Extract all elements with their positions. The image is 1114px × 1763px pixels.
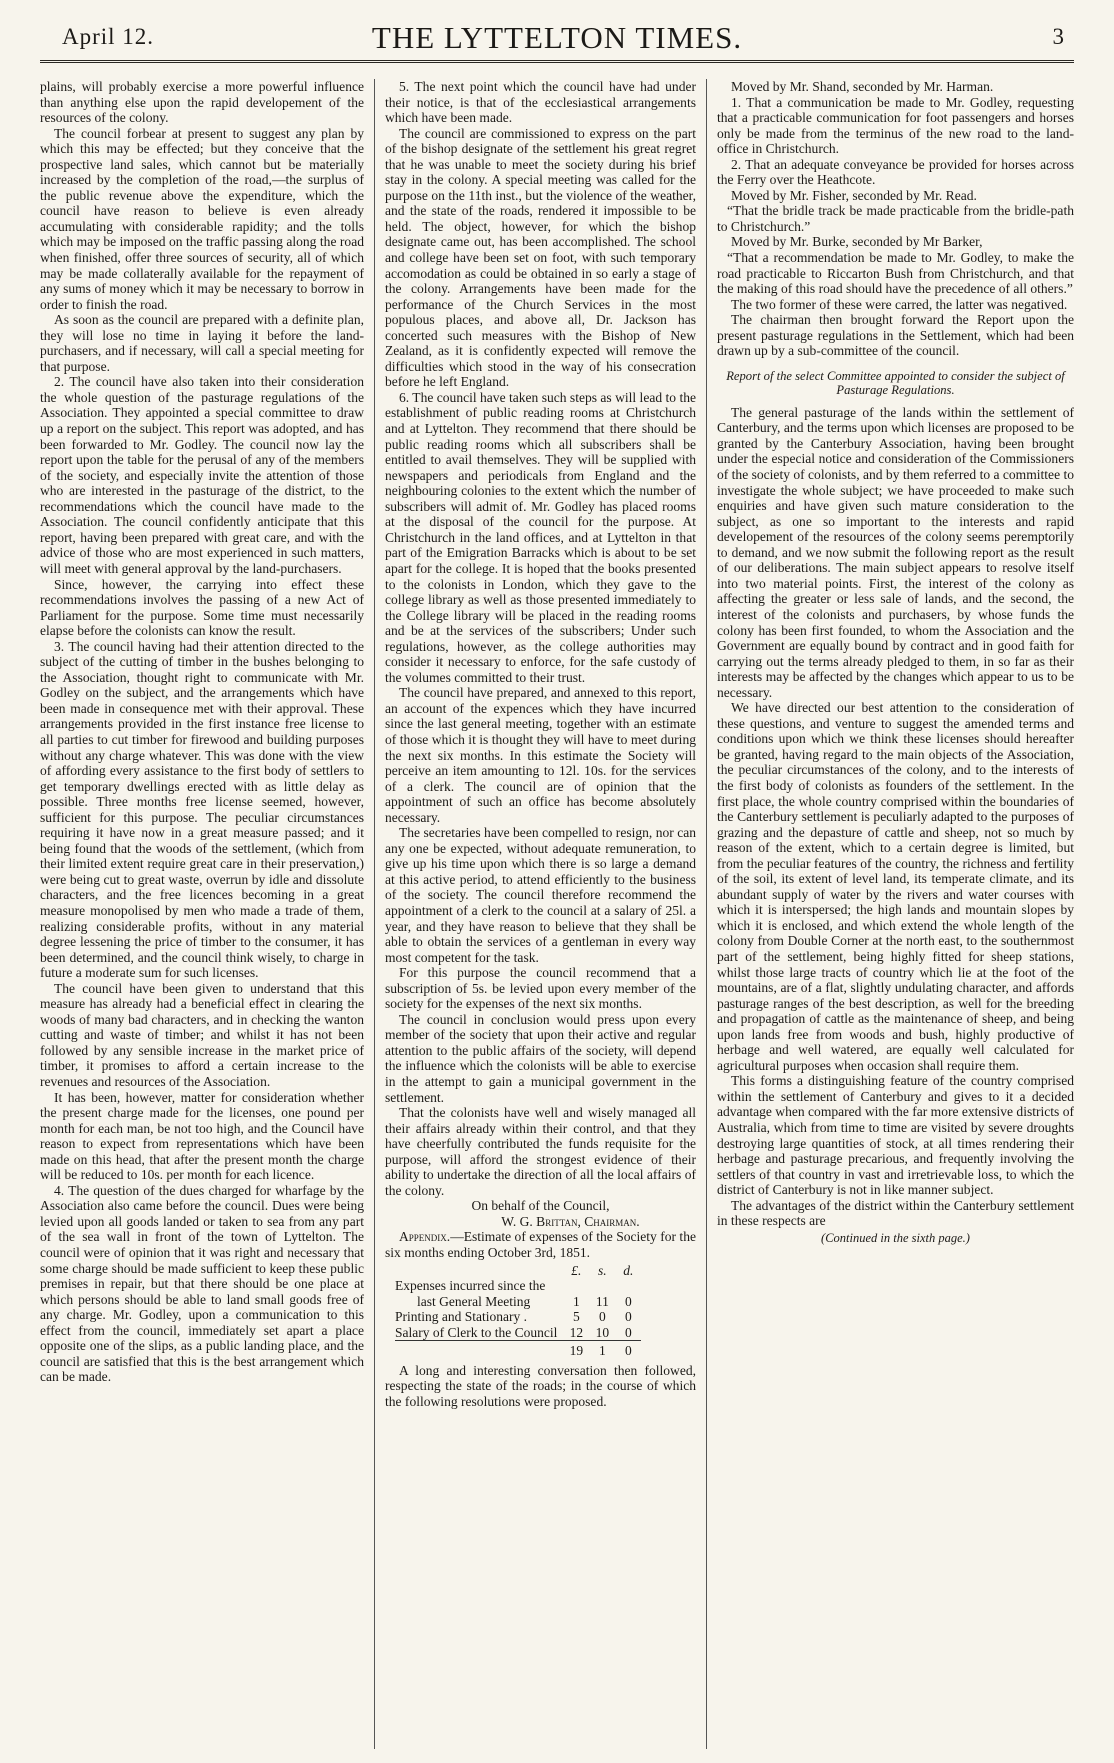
signature-line-2: W. G. Brittan, Chairman.	[501, 1213, 640, 1229]
paragraph: The council in conclusion would press upon every member of the society that upon their active and regular attention to the public affairs of the society, will depend the influence which the colonists will be able to exercise in the attempt to gain a municipal government in the settlement.	[385, 1011, 696, 1105]
paragraph: 5. The next point which the council have had under their notice, is that of the ecclesiastical arrangements which have been made.	[385, 79, 696, 126]
paragraph: A long and interesting conversation then followed, respecting the state of the roads; in the course of which the following resolutions were proposed.	[385, 1362, 696, 1409]
row-label: Printing and Stationary .	[395, 1309, 527, 1325]
paragraph: We have directed our best attention to the consideration of these questions, and venture to suggest the amended terms and conditions upon which we think these licenses should hereafter be granted, having regard to the main objects of the Association, the peculiar circumstances of the colony, and to the interests of the first body of colonists as founders of the settlement. In the first place, the whole country comprised within the boundaries of the Canterbury settlement is peculiarly adapted to the purposes of grazing and the depasture of cattle and sheep, not so much by reason of the extent, which to a certain degree is limited, but from the peculiar features of the country, the richness and fertility of the soil, its extent of level land, its temperate climate, and its abundant supply of water by the rivers and water courses with which it is interspersed; the high lands and mountain slopes by which it is enclosed, and which extend the whole length of the colony from Double Corner at the north east, to the southernmost part of the settlement, being highly fitted for sheep stations, whilst those large tracts of country which lie at the foot of the mountains, are of a flat, slightly undulating character, and affords pasturage ranges of the best description, as well for the breeding and propagation of cattle as the maintenance of sheep, and being upon lands free from woods and bush, highly productive of herbage and well watered, are equally well calculated for agricultural purposes when occasion shall require them.	[717, 700, 1074, 1073]
resolution: 1. That a communication be made to Mr. Godley, requesting that a practicable communication for foot passengers and horses only be made from the terminus of the new road to the land-office in Christchurch.	[717, 94, 1074, 157]
column-1	[40, 79, 374, 1749]
column-2	[374, 79, 706, 1749]
signature-block	[385, 1198, 696, 1229]
cell-shillings: 10	[595, 1324, 610, 1340]
paragraph: 3. The council having had their attention directed to the subject of the cutting of timber in the bushes belonging to the Association, thought right to communicate with Mr. Godley on the subject, and the arrangements which have been made in consequence met with their approval. These arrangements provided in the first instance free license to all parties to cut timber for firewood and building purposes without any charge whatever. This was done with the view of affording every assistance to the first body of settlers to get temporary dwellings erected with as little delay as possible. Three months free license seemed, however, sufficient for this purpose. The peculiar circumstances requiring it have now in a great measure passed; and it being found that the woods of the settlement, (which from their limited extent require great care in their preservation,) were being cut to great waste, overrun by idle and dissolute characters, and the free licences becoming in a great measure monopolised by men who made a trade of them, realizing considerable profits, without in any material degree lessening the price of timber to the consumer, it has been determined, and the council think wisely, to charge in future a moderate sum for such licenses.	[40, 638, 364, 981]
resolution: “That the bridle track be made practicable from the bridle-path to Christchurch.”	[717, 203, 1074, 234]
issue-date: April 12.	[62, 24, 155, 49]
cell-pounds: 1	[572, 1293, 580, 1309]
paragraph: 4. The question of the dues charged for wharfage by the Association also came before the council. Dues were being levied upon all goods landed or taken to sea from any part of the sea wall in front of the town of Lyttelton. The council were of opinion that it was right and necessary that some charge should be made sufficient to keep these public premises in repair, but that there should be one place at which persons should be able to land small goods free of any charge. Mr. Godley, upon a communication to this effect from the council, immediately set apart a place opposite one of the slips, as a public landing place, and the council are satisfied that this is the best arrangement which can be made.	[40, 1182, 364, 1385]
row-label: last General Meeting	[417, 1293, 531, 1309]
table-total-row	[395, 1341, 641, 1359]
paragraph: plains, will probably exercise a more powerful influence than anything else upon the rapid developement of the resources of the colony.	[40, 79, 364, 126]
paragraph: It has been, however, matter for consideration whether the present charge made for the licenses, one pound per month for each man, be not too high, and the Council have reason to expect from representations which have been made on this head, that after the present month the charge will be reduced to 10s. per month for each licence.	[40, 1089, 364, 1183]
article-columns	[40, 79, 1074, 1749]
table-row	[395, 1278, 641, 1294]
row-label: Salary of Clerk to the Council	[395, 1324, 558, 1340]
cell-shillings: 0	[598, 1309, 606, 1325]
table-row	[395, 1309, 641, 1325]
paragraph: Since, however, the carrying into effect these recommendations involves the passing of a new Act of Parliament for the purpose. Some time must necessarily elapse before the colonists can know the result.	[40, 576, 364, 639]
paragraph: 2. The council have also taken into their consideration the whole question of the pasturage regulations of the Association. They appointed a special committee to draw up a report on the subject. This report was adopted, and has been forwarded to Mr. Godley. The council now lay the report upon the table for the perusal of any of the members of the society, and especially invite the attention of those who are interested in the pasturage of the district, to the recommendations which the council have made to the Association. The council confidently anticipate that this report, having been prepared with great care, and with the advice of those who are most experienced in such matters, will meet with general approval by the land-purchasers.	[40, 374, 364, 576]
total-pounds: 19	[563, 1341, 589, 1359]
cell-pence: 0	[624, 1293, 632, 1309]
appendix-text: —Estimate of expenses of the Society for the six months ending October 3rd, 1851.	[385, 1229, 696, 1261]
appendix-label: Appendix.	[399, 1229, 451, 1245]
cell-pounds: 12	[569, 1324, 584, 1340]
paragraph: The advantages of the district within the Canterbury settlement in these respects are	[717, 1197, 1074, 1229]
resolution: “That a recommendation be made to Mr. Godley, to make the road practicable to Riccarton Bush from Christchurch, and that the making of this road should have the precedence of all others.”	[717, 250, 1074, 297]
table-header-row	[395, 1263, 641, 1279]
total-pence: 0	[615, 1341, 641, 1359]
table-row	[395, 1325, 641, 1341]
cell-pence: 0	[624, 1309, 632, 1325]
paragraph: The council forbear at present to suggest any plan by which this may be effected; but they conceive that the prospective land sales, which cannot but be materially increased by the completion of the road,—the surplus of the public revenue above the expenditure, which the council have reason to believe is even already accumulating with considerable rapidity; and the tolls which may be imposed on the traffic passing along the road when finished, offer three sources of security, all of which may be made collaterally available for the repayment of any sums of money which it may be necessary to borrow in order to finish the road.	[40, 125, 364, 312]
cell-shillings: 11	[595, 1293, 609, 1309]
paragraph: The chairman then brought forward the Report upon the present pasturage regulations in the Settlement, which had been drawn up by a sub-committee of the council.	[717, 312, 1074, 359]
continued-note: (Continued in the sixth page.)	[821, 1230, 970, 1245]
row-label: Expenses incurred since the	[395, 1278, 546, 1294]
motion-line: Moved by Mr. Fisher, seconded by Mr. Read.	[731, 187, 977, 203]
masthead	[40, 18, 1074, 63]
paragraph: This forms a distinguishing feature of the country comprised within the settlement of Canterbury and gives to it a decided advantage when compared with the far more extensive districts of Australia, which from time to time are visited by severe droughts destroying large quantities of stock, at all times rendering their herbage and pasturage precarious, and frequently involving the settlers of that country in vast and irretrievable loss, to which the district of Canterbury is not in like manner subject.	[717, 1073, 1074, 1198]
newspaper-title: THE LYTTELTON TIMES.	[371, 20, 743, 55]
cell-pence: 0	[624, 1324, 632, 1340]
total-shillings: 1	[589, 1341, 615, 1359]
motion-line: Moved by Mr. Shand, seconded by Mr. Harman.	[731, 79, 994, 94]
paragraph: The council have been given to understand that this measure has already had a beneficial effect in clearing the woods of many bad characters, and in checking the wanton cutting and waste of timber; and whilst it has not been followed by any sensible increase in the market price of timber, it promises to afford a certain increase to the revenues and resources of the Association.	[40, 980, 364, 1089]
table-row	[395, 1294, 641, 1310]
report-heading: Report of the select Committee appointed to consider the subject of Pasturage Regulations.	[726, 368, 1065, 397]
column-header-pounds: £.	[571, 1262, 582, 1278]
column-header-pence: d.	[623, 1262, 634, 1278]
motion-line: Moved by Mr. Burke, seconded by Mr Barker,	[731, 234, 983, 250]
cell-pounds: 5	[572, 1309, 580, 1325]
paragraph: That the colonists have well and wisely managed all their affairs already within their control, and that they have cheerfully contributed the funds requisite for the purpose, will afford the strongest evidence of their ability to undertake the direction of all the local affairs of the colony.	[385, 1105, 696, 1198]
page-number: 3	[1052, 24, 1064, 49]
paragraph: The council have prepared, and annexed to this report, an account of the expences which they have incurred since the last general meeting, together with an estimate of those which it is thought they will have to meet during the next six months. In this estimate the Society will perceive an item amounting to 12l. 10s. for the services of a clerk. The council are of opinion that the appointment of such an office has become absolutely necessary.	[385, 685, 696, 825]
paragraph: The secretaries have been compelled to resign, nor can any one be expected, without adequate remuneration, to give up his time upon which there is so large a demand at this active period, to attend efficiently to the business of the society. The council therefore recommend the appointment of a clerk to the council at a salary of 25l. a year, and they have reason to believe that they shall be able to obtain the services of a gentleman in every way most competent for the task.	[385, 825, 696, 965]
paragraph: The general pasturage of the lands within the settlement of Canterbury, and the terms upon which licenses are proposed to be granted by the Canterbury Association, having been brought under the especial notice and consideration of the Commissioners of the society of colonists, and by them referred to a committee to investigate the whole subject; we have proceeded to make such enquiries and have given such mature consideration to the subject, as one so important to the interests and rapid developement of the resources of the colony seems peremptorily to demand, and we now submit the following report as the result of our deliberations. The main subject appears to resolve itself into two material points. First, the interest of the colony as affecting the greater or less sale of lands, and the second, the interest of the colonists and purchasers, by whose funds the colony has been first founded, to whom the Association and the Government are equally bound by contract and in good faith for carrying out the terms already pledged to them, in so far as their interests may be affected by the changes which appear to us to be necessary.	[717, 404, 1074, 700]
column-header-shillings: s.	[598, 1262, 607, 1278]
column-3	[706, 79, 1074, 1749]
appendix-paragraph	[385, 1229, 696, 1260]
paragraph: 6. The council have taken such steps as will lead to the establishment of public reading rooms at Christchurch and at Lyttelton. They recommend that there should be public reading rooms which all subscribers shall be entitled to avail themselves. They will be supplied with newspapers and periodicals from England and the neighbouring colonies to the extent which the number of subscribers will admit of. Mr. Godley has placed rooms at the disposal of the council for the purpose. At Christchurch in the land offices, and at Lyttelton in that part of the Emigration Barracks which is about to be set apart for the college. It is hoped that the books presented to the colonists in London, which they gave to the college library as well as those presented immediately to the College library will be placed in the reading rooms and be at the services of the subscribers; Under such regulations, however, as the college authorities may consider it necessary to enforce, for the safe custody of the volumes committed to their trust.	[385, 389, 696, 685]
paragraph: For this purpose the council recommend that a subscription of 5s. be levied upon every member of the society for the expenses of the next six months.	[385, 965, 696, 1012]
paragraph: The two former of these were carred, the latter was negatived.	[731, 296, 1068, 312]
expense-table	[395, 1263, 641, 1359]
paragraph: As soon as the council are prepared with a definite plan, they will lose no time in laying it before the land-purchasers, and if necessary, will call a special meeting for that purpose.	[40, 312, 364, 374]
paragraph: The council are commissioned to express on the part of the bishop designate of the settlement his great regret that he was unable to meet the society during his brief stay in the colony. A special meeting was called for the purpose on the 11th inst., but the violence of the weather, and the state of the roads, rendered it impossible to be held. The object, however, for which the bishop designate came out, has been accomplished. The school and college have been set on foot, with such temporary accomodation as could be obtained in so early a stage of the colony. Arrangements have been made for the performance of the Church Services in the most populous places, and above all, Dr. Jackson has concerted such measures with the Bishop of New Zealand, as it is confidently expected will remove the difficulties which stood in the way of his consecration before he left England.	[385, 125, 696, 390]
signature-line-1: On behalf of the Council,	[471, 1198, 610, 1214]
resolution: 2. That an adequate conveyance be provided for horses across the Ferry over the Heathcote.	[717, 156, 1074, 188]
